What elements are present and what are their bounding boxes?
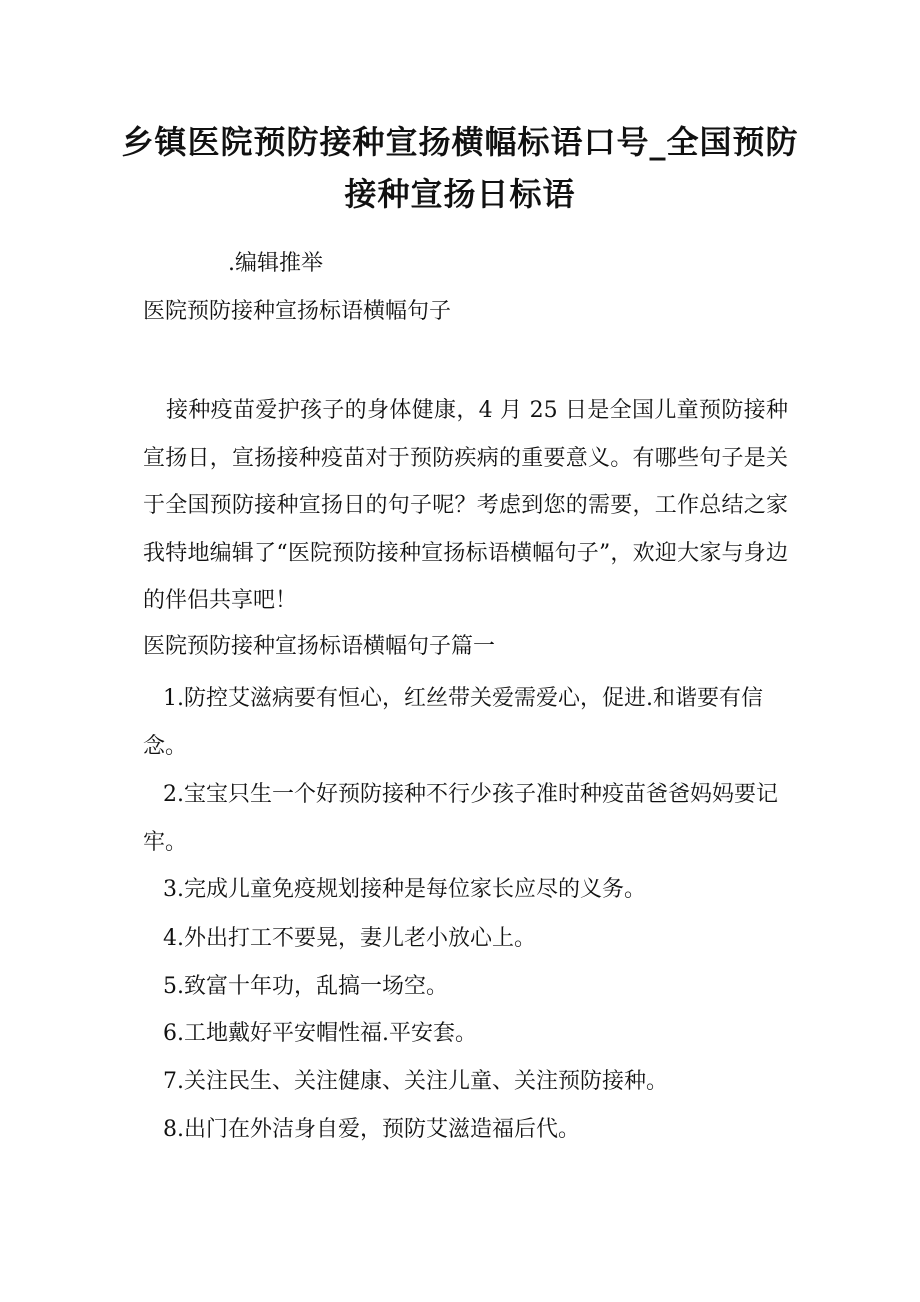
list-item: 3.完成儿童免疫规划接种是每位家长应尽的义务。 bbox=[163, 877, 646, 902]
list-item: 4.外出打工不要晃，妻儿老小放心上。 bbox=[163, 926, 536, 951]
list-item: 8.出门在外洁身自爱，预防艾滋造福后代。 bbox=[163, 1117, 580, 1142]
list-item: 6.工地戴好平安帽性福.平安套。 bbox=[163, 1021, 477, 1046]
section-heading: 医院预防接种宣扬标语横幅句子篇一 bbox=[143, 634, 496, 659]
subtitle: 医院预防接种宣扬标语横幅句子 bbox=[143, 299, 452, 324]
list-item: 2.宝宝只生一个好预防接种不行少孩子准时种疫苗爸爸妈妈要记牢。 bbox=[143, 782, 778, 855]
list-item: 7.关注民生、关注健康、关注儿童、关注预防接种。 bbox=[163, 1069, 668, 1094]
intro-paragraph: 接种疫苗爱护孩子的身体健康，4 月 25 日是全国儿童预防接种宣扬日，宣扬接种疫苗对于预防疾病的重要意义。有哪些句子是关于全国预防接种宣扬日的句子呢？考虑到您的需要，工作总结之家我特地编辑了“医院预防接种宣扬标语横幅句子”，欢迎大家与身边的伴侣共享吧！ bbox=[143, 398, 788, 613]
list-item: 1.防控艾滋病要有恒心，红丝带关爱需爱心，促进.和谐要有信念。 bbox=[143, 686, 763, 759]
editor-note: .编辑推举 bbox=[228, 251, 323, 276]
document-title: 乡镇医院预防接种宣扬横幅标语口号_全国预防接种宣扬日标语 bbox=[121, 123, 799, 213]
list-item: 5.致富十年功，乱搞一场空。 bbox=[163, 974, 448, 999]
